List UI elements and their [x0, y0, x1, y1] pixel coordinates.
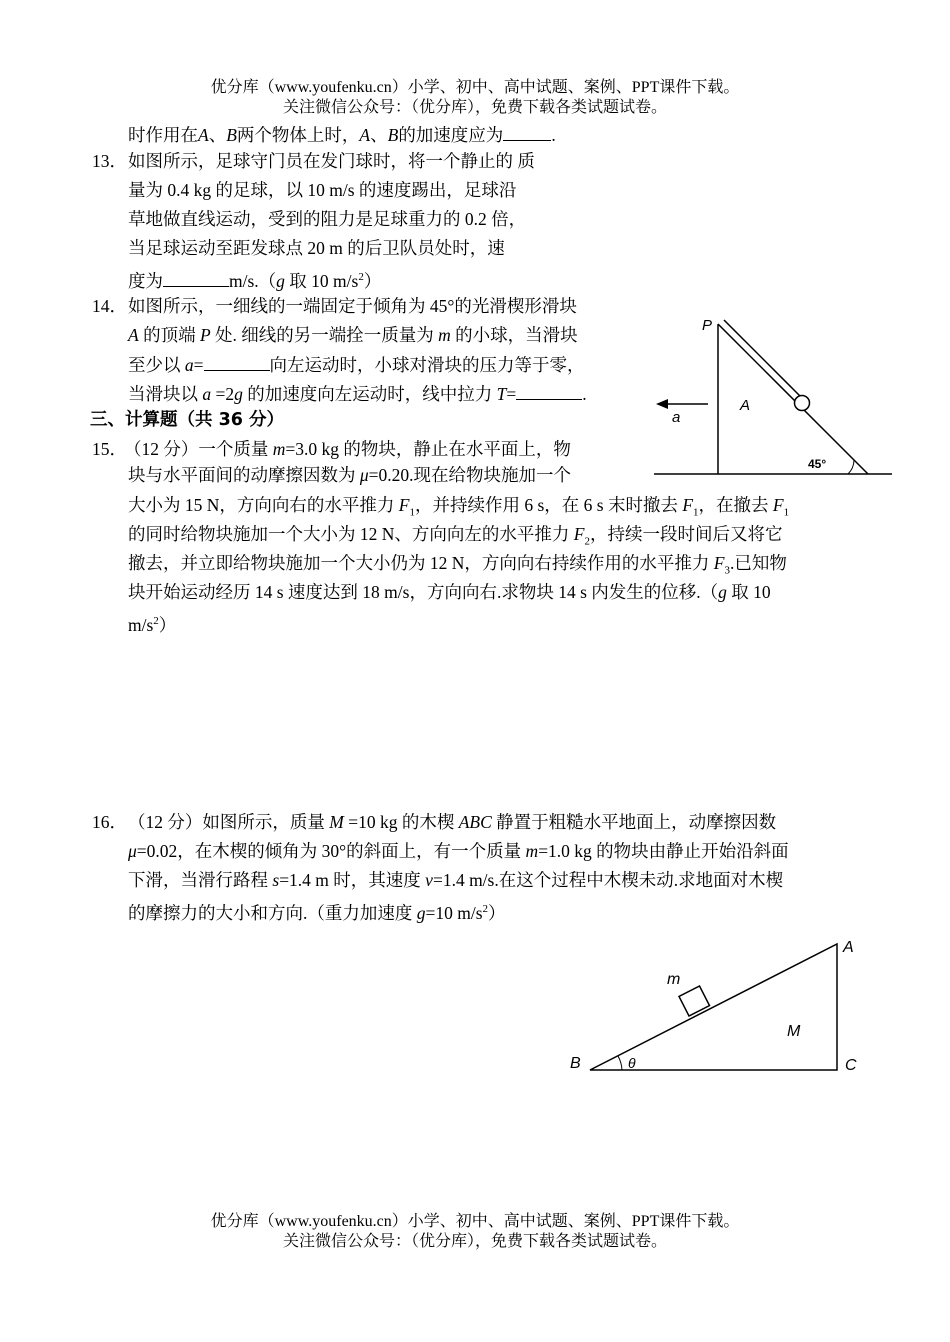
q14-text: 处. 细线的另一端拴一质量为 — [210, 325, 439, 345]
arrow-head-icon — [656, 399, 668, 409]
label-m: m — [667, 971, 681, 988]
q15-var-F: F — [398, 495, 410, 515]
q15-text: （12 分）一个质量 — [124, 439, 273, 459]
label-A: A — [740, 397, 751, 414]
q16-text: 下滑，当滑行路程 — [128, 870, 273, 890]
q15-superscript: 2 — [153, 615, 159, 627]
q15-text: m/s — [128, 614, 154, 635]
q14-number: 14． — [92, 296, 127, 316]
label-P: P — [702, 317, 713, 334]
label-M: M — [787, 1023, 801, 1040]
q12-tail-line — [128, 122, 556, 147]
q14-text: . — [582, 384, 587, 404]
q14-var-a: a — [202, 384, 212, 404]
q13-line-1: 如图所示，足球守门员在发门球时，将一个静止的 质 — [128, 151, 535, 171]
header-line-1: 优分库（www.youfenku.cn）小学、初中、高中试题、案例、PPT课件下载。 — [210, 79, 740, 96]
q14-answer-blank-2[interactable] — [516, 381, 582, 400]
q15-text: =0.20.现在给物块施加一个 — [368, 465, 572, 485]
angle-arc — [848, 460, 854, 474]
q14-var-A: A — [128, 325, 139, 345]
q14-var-g: g — [234, 384, 243, 404]
q14-line-1: 如图所示，一细线的一端固定于倾角为 45°的光滑楔形滑块 — [128, 296, 577, 316]
q15-var-F: F — [772, 495, 784, 515]
page-header — [0, 78, 950, 118]
q15-subscript: 1 — [693, 506, 699, 519]
q14-text: = — [506, 384, 517, 404]
q15-subscript: 1 — [409, 506, 415, 519]
q16-line-1 — [128, 810, 776, 834]
q14-text: 的顶端 — [138, 325, 200, 345]
q12-answer-blank[interactable] — [503, 122, 551, 141]
q13-text: ） — [363, 270, 382, 291]
q16-text: =10 kg 的木楔 — [343, 812, 459, 832]
q15-text: 撤去，并立即给物块施加一个大小仍为 12 N，方向向右持续作用的水平推力 — [128, 553, 714, 573]
q15-line-5 — [128, 551, 787, 583]
q16-text: =1.4 m 时，其速度 — [279, 870, 426, 890]
q14-line-3 — [128, 352, 585, 377]
q15-var-F: F — [713, 553, 725, 573]
q16-var-mu: μ — [128, 841, 137, 861]
q15-var-g: g — [718, 582, 727, 602]
q15-var-m: m — [272, 439, 286, 459]
q12-text: 时作用在 — [128, 125, 198, 145]
q15-text: 的同时给物块施加一个大小为 12 N、方向向左的水平推力 — [128, 524, 574, 544]
q12-var-A: A — [359, 125, 371, 145]
label-a: a — [672, 409, 681, 426]
label-A: A — [843, 939, 854, 956]
q15-line-1 — [124, 437, 571, 461]
q16-var-g: g — [416, 902, 426, 923]
q13-var-g: g — [276, 270, 285, 291]
q13-line-3: 草地做直线运动，受到的阻力是足球重力的 0.2 倍， — [128, 209, 527, 229]
q15-var-mu: μ — [359, 465, 369, 485]
q12-text: 、 — [370, 125, 388, 145]
q15-text: ，并持续作用 6 s，在 6 s 末时撤去 — [414, 495, 683, 515]
q15-line-3 — [128, 493, 789, 525]
q15-line-4 — [128, 522, 782, 554]
q15-text: 取 10 — [726, 582, 771, 602]
q16-text: =1.0 kg 的物块由静止开始沿斜面 — [538, 841, 789, 861]
q16-var-ABC: ABC — [458, 812, 492, 832]
q14-text: 的小球，当滑块 — [450, 325, 578, 345]
header-line-2: 关注微信公众号：（优分库），免费下载各类试题试卷。 — [282, 99, 667, 116]
q14-var-m: m — [438, 325, 451, 345]
q16-var-s: s — [272, 870, 280, 890]
q14-text: 当滑块以 — [128, 384, 203, 404]
q12-text: 的加速度应为 — [398, 125, 504, 145]
q15-subscript: 2 — [584, 535, 590, 548]
q15-subscript: 3 — [724, 564, 730, 577]
q16-var-m: m — [525, 841, 539, 861]
label-theta: θ — [628, 1055, 636, 1071]
footer-line-1: 优分库（www.youfenku.cn）小学、初中、高中试题、案例、PPT课件下载。 — [210, 1213, 740, 1230]
q15-var-F: F — [682, 495, 694, 515]
q15-subscript: 1 — [783, 506, 790, 519]
q14-figure — [650, 312, 900, 482]
q16-var-M: M — [329, 812, 344, 832]
q13-number: 13． — [92, 151, 127, 171]
q15-text: ，在撤去 — [698, 495, 773, 515]
label-C: C — [845, 1057, 857, 1074]
q14-line-2 — [128, 323, 578, 347]
q15-line-7 — [128, 609, 176, 637]
q15-text: 块与水平面间的动摩擦因数为 — [128, 465, 360, 485]
q15-text: ，持续一段时间后又将它 — [589, 524, 783, 544]
section-3-heading: 三、计算题（共 36 分） — [90, 410, 285, 430]
footer-line-2: 关注微信公众号：（优分库），免费下载各类试题试卷。 — [282, 1233, 667, 1250]
q12-text: 、 — [208, 125, 227, 145]
q14-answer-blank-1[interactable] — [204, 352, 270, 371]
ball — [795, 396, 810, 411]
q13-text: 度为 — [128, 270, 163, 291]
q14-text: =2 — [211, 384, 235, 404]
q14-var-T: T — [496, 384, 507, 404]
q15-line-2 — [128, 463, 571, 487]
q16-text: ） — [488, 902, 506, 923]
q14-text: = — [193, 355, 204, 375]
q16-line-4 — [128, 897, 506, 925]
q16-var-v: v — [425, 870, 433, 890]
page-footer — [0, 1212, 950, 1252]
q13-line-2: 量为 0.4 kg 的足球，以 10 m/s 的速度踢出，足球沿 — [128, 180, 517, 200]
q14-text: 的加速度向左运动时，线中拉力 — [242, 384, 497, 404]
q16-text: 的摩擦力的大小和方向.（重力加速度 — [128, 902, 417, 923]
q12-var-B: B — [226, 125, 237, 145]
q16-number: 16． — [92, 812, 127, 832]
q14-line-4 — [128, 381, 587, 406]
q14-text: 向左运动时，小球对滑块的压力等于零， — [269, 355, 585, 375]
q15-text: .已知物 — [729, 553, 787, 573]
theta-arc — [618, 1056, 622, 1070]
q16-text: （12 分）如图所示，质量 — [128, 812, 330, 832]
q16-figure — [560, 930, 870, 1080]
q12-var-A: A — [198, 125, 209, 145]
q13-superscript: 2 — [358, 271, 364, 283]
q15-text: =3.0 kg 的物块，静止在水平面上，物 — [285, 439, 571, 459]
q15-var-F: F — [573, 524, 585, 544]
q13-text: 取 10 m/s — [284, 270, 359, 291]
q16-line-2 — [128, 839, 789, 863]
q14-text: 至少以 — [128, 355, 185, 375]
q13-line-5 — [128, 265, 381, 293]
q16-superscript: 2 — [482, 903, 489, 915]
label-angle: 45° — [808, 457, 827, 471]
q15-text: ） — [158, 614, 177, 635]
q12-var-B: B — [387, 125, 399, 145]
q13-line-4: 当足球运动至距发球点 20 m 的后卫队员处时，速 — [128, 238, 505, 258]
q14-var-P: P — [199, 325, 211, 345]
q16-text: =1.4 m/s.在这个过程中木楔未动.求地面对木楔 — [432, 870, 784, 890]
q16-line-3 — [128, 868, 783, 892]
q16-text: =0.02，在木楔的倾角为 30°的斜面上，有一个质量 — [136, 841, 526, 861]
q12-text: . — [551, 125, 556, 145]
q15-number: 15． — [92, 439, 127, 459]
q15-line-6 — [128, 580, 771, 604]
string-line — [724, 320, 800, 396]
q13-answer-blank[interactable] — [163, 268, 229, 287]
q16-text: =10 m/s — [425, 902, 483, 923]
q12-text: 两个物体上时， — [236, 125, 360, 145]
q14-var-a: a — [184, 355, 194, 375]
q16-text: 静置于粗糙水平地面上，动摩擦因数 — [491, 812, 777, 832]
q15-text: 块开始运动经历 14 s 速度达到 18 m/s，方向向右.求物块 14 s 内发生的位移.（ — [128, 582, 719, 602]
q13-text: m/s.（ — [229, 270, 277, 291]
label-B: B — [570, 1055, 581, 1072]
wedge-ABC — [590, 944, 837, 1070]
q15-text: 大小为 15 N，方向向右的水平推力 — [128, 495, 399, 515]
